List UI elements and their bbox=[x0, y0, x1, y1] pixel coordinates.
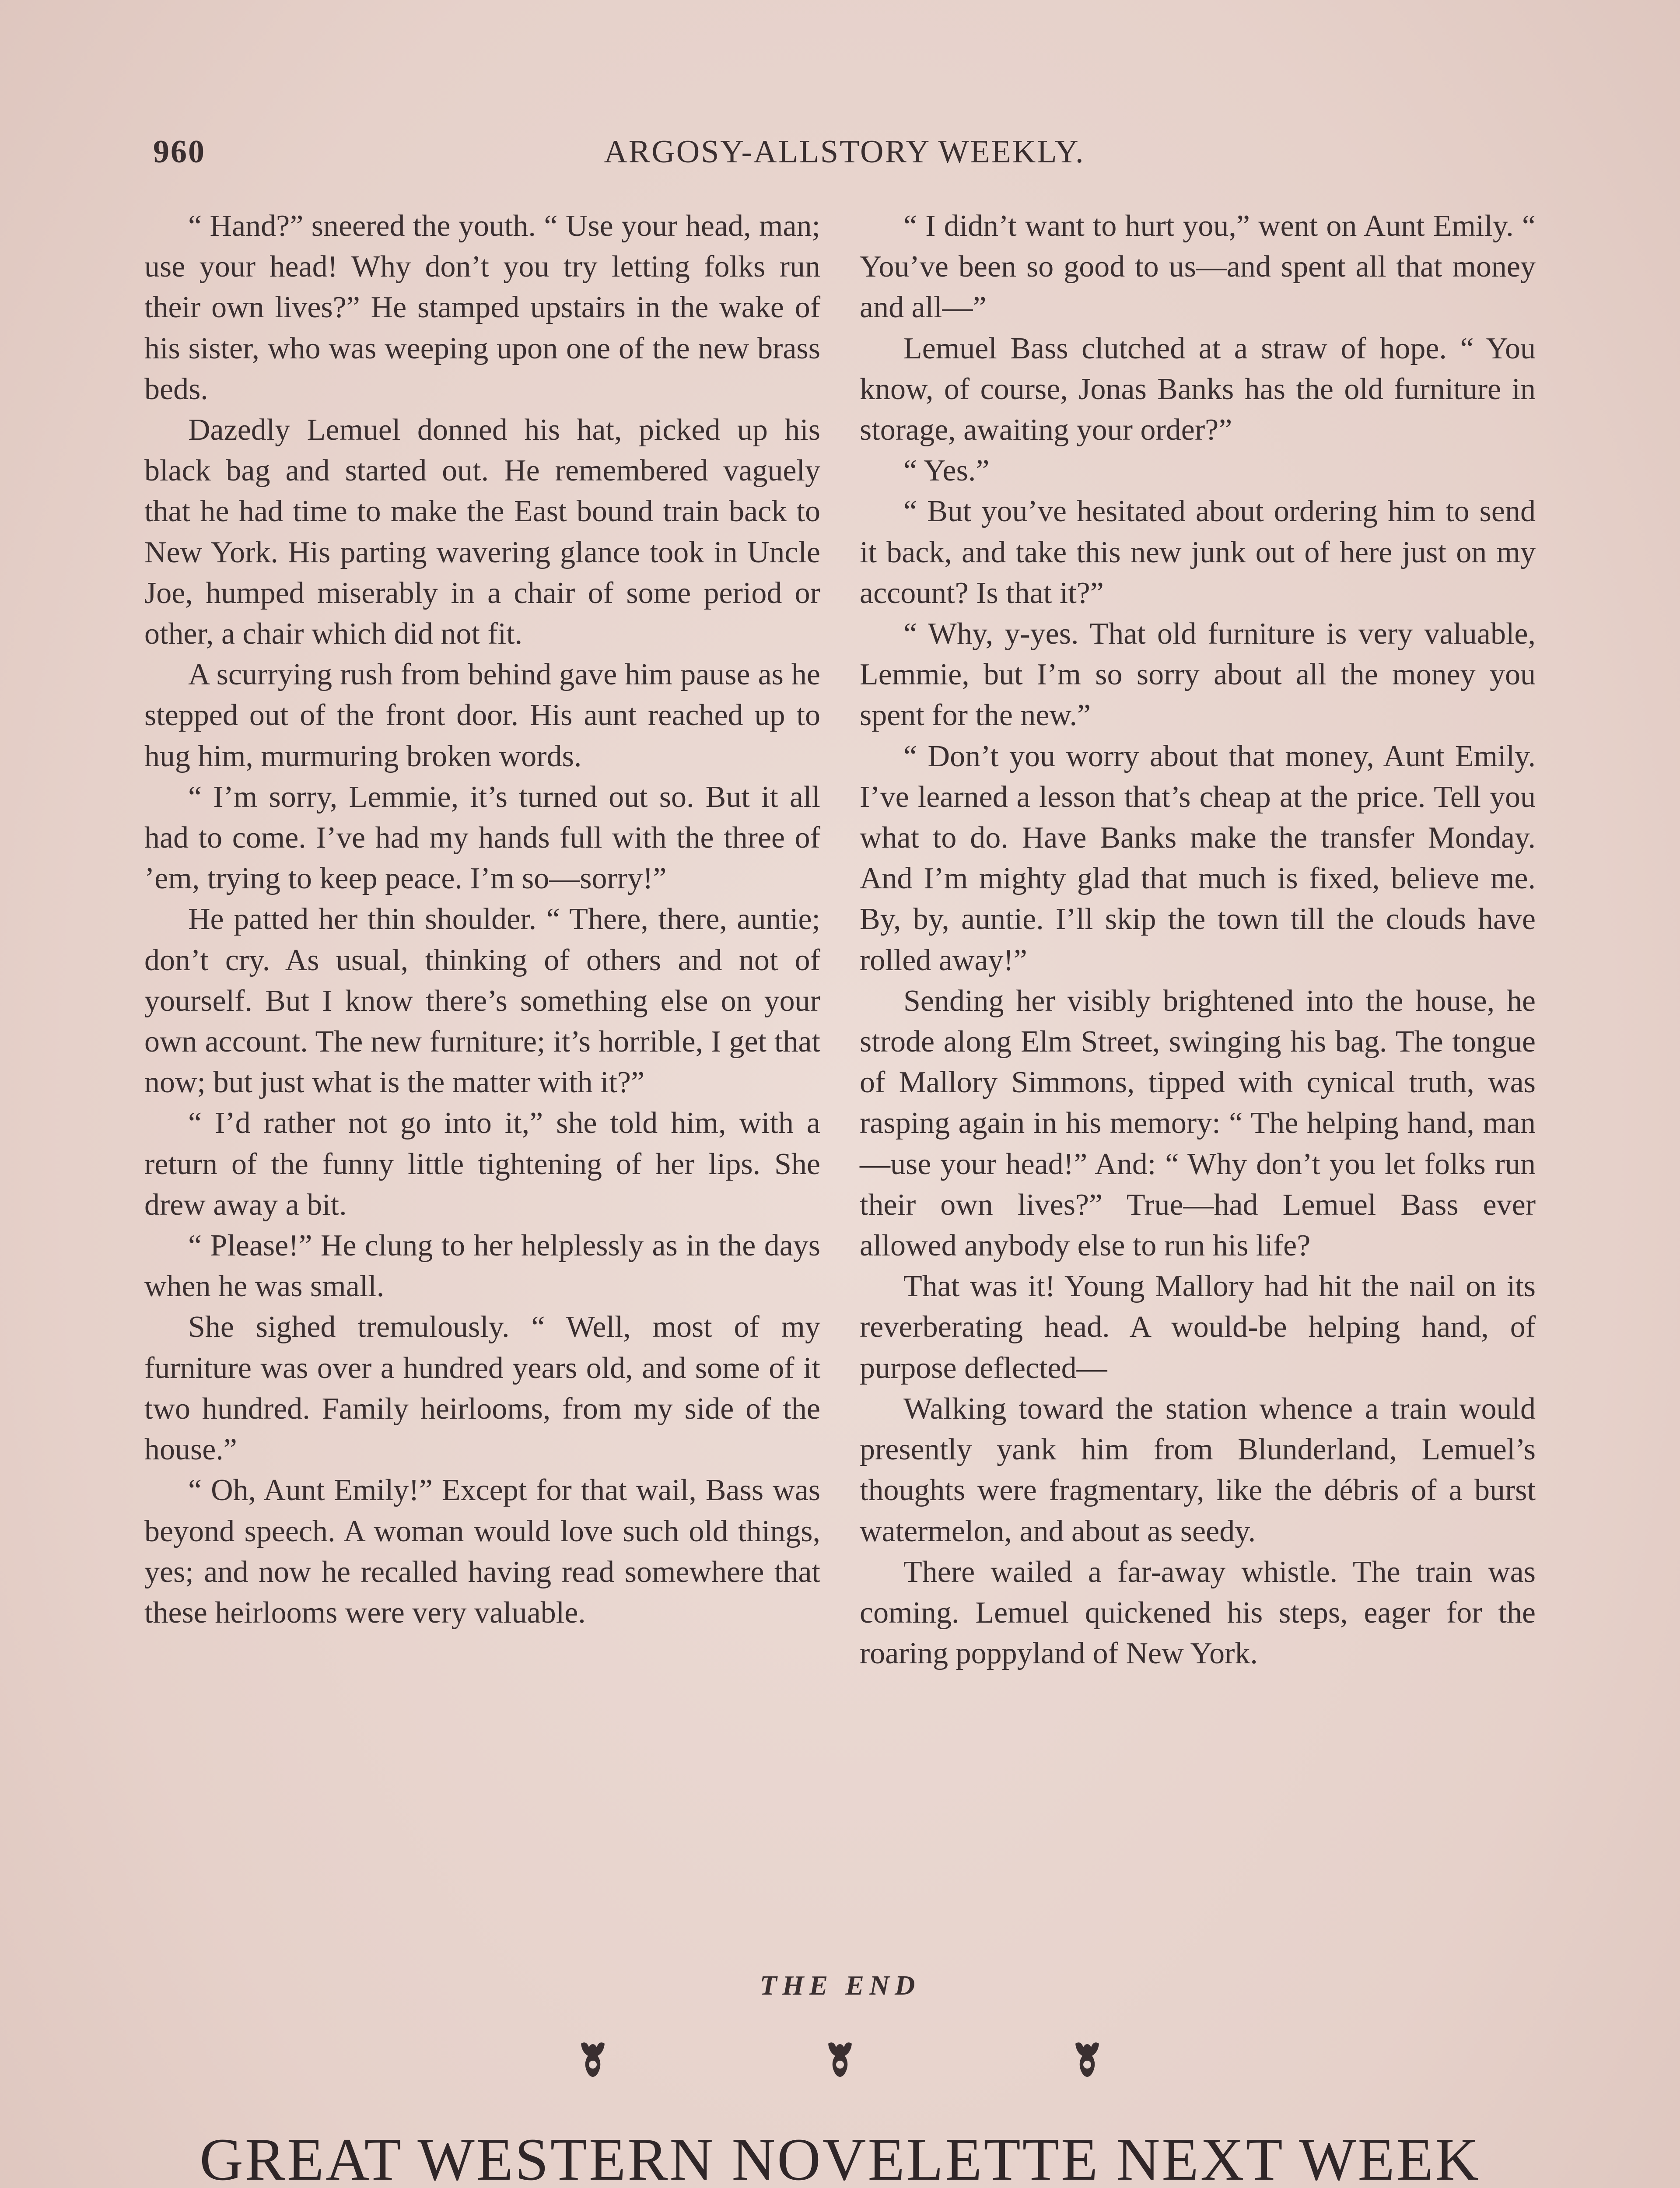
paragraph: Dazedly Lemuel donned his hat, picked up his black bag and started out. He remembered vaguely that he had time to make the East bound train back to New York. His parting wavering glance took in Uncle Joe, humped miserably in a chair of some period or other, a chair which did not fit. bbox=[144, 413, 820, 651]
page-number: 960 bbox=[153, 134, 206, 170]
running-head: ARGOSY-ALLSTORY WEEKLY. bbox=[604, 134, 1085, 170]
page-header bbox=[153, 133, 1536, 182]
paragraph: “ Oh, Aunt Emily!” Except for that wail, Bass was beyond speech. A woman would love such old things, yes; and now he recalled having read somewhere that these heirlooms were very valuable. bbox=[144, 1473, 820, 1630]
paragraph: “ I didn’t want to hurt you,” went on Aunt Emily. “ You’ve been so good to us—and spent all that money and all—” bbox=[860, 209, 1536, 325]
paragraph: “ Hand?” sneered the youth. “ Use your head, man; use your head! Why don’t you try letting folks run their own lives?” He stamped upstairs in the wake of his sister, who was weeping upon one of the new brass beds. bbox=[144, 209, 820, 406]
fleuron-icon bbox=[825, 2039, 855, 2079]
paragraph: Walking toward the station whence a train would presently yank him from Blunderland, Lemuel’s thoughts were fragmentary, like the débris of a burst watermelon, and about as seedy. bbox=[860, 1392, 1536, 1548]
text-column-right bbox=[860, 206, 1536, 1674]
paragraph: “ Why, y-yes. That old furniture is very valuable, Lemmie, but I’m so sorry about all the money you spent for the new.” bbox=[860, 617, 1536, 733]
paragraph: “ Yes.” bbox=[903, 454, 990, 488]
the-end-label: THE END bbox=[760, 1970, 920, 2001]
advert-headline: GREAT WESTERN NOVELETTE NEXT WEEK bbox=[200, 2126, 1480, 2188]
paragraph: Lemuel Bass clutched at a straw of hope. “ You know, of course, Jonas Banks has the old furniture in storage, awaiting your order?” bbox=[860, 331, 1536, 447]
paragraph: Sending her visibly brightened into the house, he strode along Elm Street, swinging his bag. The tongue of Mallory Simmons, tipped with cynical truth, was rasping again in his memory: “ The helping hand, man —use your head!” And: “ Why don’t you let folks run their own lives?” True—had Lemuel Bass ever allowed anybody else to run his life? bbox=[860, 984, 1536, 1263]
paragraph: “ But you’ve hesitated about ordering him to send it back, and take this new junk out of here just on my account? Is that it?” bbox=[860, 494, 1536, 610]
paragraph: He patted her thin shoulder. “ There, there, auntie; don’t cry. As usual, thinking of others and not of yourself. But I know there’s something else on your own account. The new furniture; it’s horrible, I get that now; but just what is the matter with it?” bbox=[144, 902, 820, 1100]
ornament-row bbox=[578, 2039, 1102, 2087]
paragraph: “ I’m sorry, Lemmie, it’s turned out so. But it all had to come. I’ve had my hands full with the three of ’em, trying to keep peace. I’m so—sorry!” bbox=[144, 780, 820, 896]
paragraph: A scurrying rush from behind gave him pause as he stepped out of the front door. His aunt reached up to hug him, murmuring broken words. bbox=[144, 658, 820, 773]
paragraph: There wailed a far-away whistle. The train was coming. Lemuel quickened his steps, eager for the roaring poppyland of New York. bbox=[860, 1555, 1536, 1671]
fleuron-icon bbox=[1072, 2039, 1102, 2079]
paragraph: She sighed tremulously. “ Well, most of my furniture was over a hundred years old, and some of it two hundred. Family heirlooms, from my side of the house.” bbox=[144, 1310, 820, 1467]
fleuron-icon bbox=[578, 2039, 608, 2079]
paragraph: “ Please!” He clung to her helplessly as in the days when he was small. bbox=[144, 1229, 820, 1304]
text-column-left bbox=[144, 206, 820, 1633]
paragraph: “ Don’t you worry about that money, Aunt Emily. I’ve learned a lesson that’s cheap at the price. Tell you what to do. Have Banks make the transfer Monday. And I’m mighty glad that much is fixed, believe me. By, by, auntie. I’ll skip the town till the clouds have rolled away!” bbox=[860, 739, 1536, 977]
paragraph: “ I’d rather not go into it,” she told him, with a return of the funny little tightening of her lips. She drew away a bit. bbox=[144, 1106, 820, 1222]
paragraph: That was it! Young Mallory had hit the nail on its reverberating head. A would-be helping hand, of purpose deflected— bbox=[860, 1269, 1536, 1385]
